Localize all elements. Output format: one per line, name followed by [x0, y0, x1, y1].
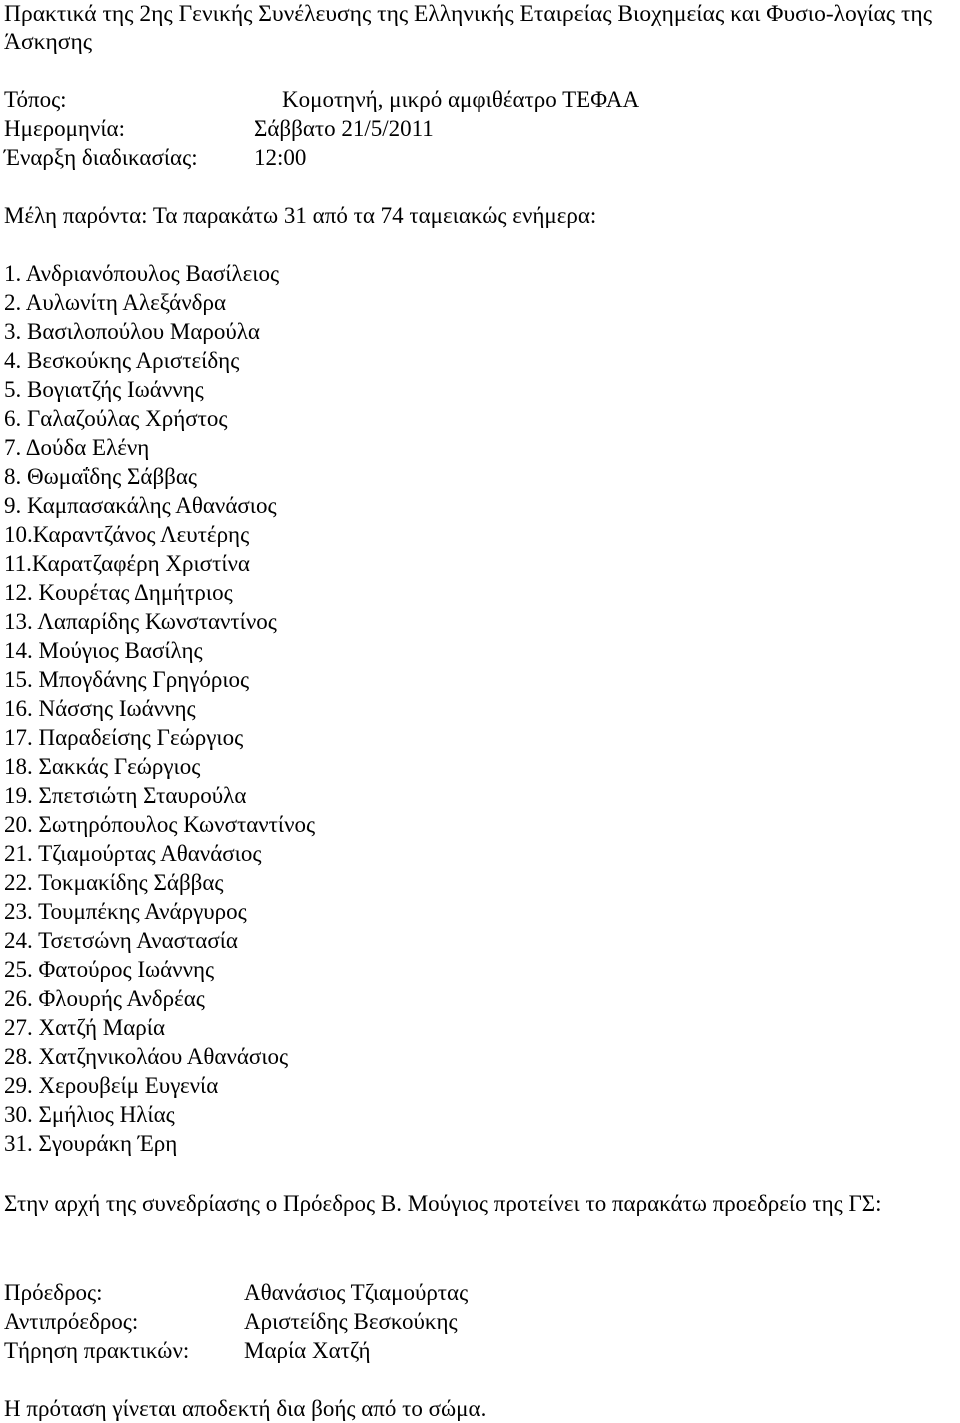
list-item: 30. Σμήλιος Ηλίας — [4, 1102, 175, 1127]
list-item: 2. Αυλωνίτη Αλεξάνδρα — [4, 290, 226, 315]
list-item: 9. Καμπασακάλης Αθανάσιος — [4, 493, 277, 518]
board-president — [4, 1278, 469, 1307]
list-item: 8. Θωμαΐδης Σάββας — [4, 464, 198, 489]
list-item: 27. Χατζή Μαρία — [4, 1015, 166, 1040]
list-item: 29. Χερουβείμ Ευγενία — [4, 1073, 219, 1098]
meta-label: Έναρξη διαδικασίας: — [4, 145, 198, 170]
list-item: 23. Τουμπέκης Ανάργυρος — [4, 899, 247, 924]
list-item: 18. Σακκάς Γεώργιος — [4, 754, 201, 779]
list-item: 10.Καραντζάνος Λευτέρης — [4, 522, 250, 547]
board-minutes-keeper — [4, 1336, 371, 1365]
board-vice-president — [4, 1307, 458, 1336]
list-item: 19. Σπετσιώτη Σταυρούλα — [4, 783, 247, 808]
board-value: Αριστείδης Βεσκούκης — [244, 1309, 458, 1334]
list-item: 6. Γαλαζούλας Χρήστος — [4, 406, 228, 431]
board-label: Πρόεδρος: — [4, 1280, 103, 1305]
list-item: 14. Μούγιος Βασίλης — [4, 638, 203, 663]
list-item: 26. Φλουρής Ανδρέας — [4, 986, 205, 1011]
board-label: Τήρηση πρακτικών: — [4, 1338, 190, 1363]
board-label: Αντιπρόεδρος: — [4, 1309, 139, 1334]
list-item: 7. Δούδα Ελένη — [4, 435, 150, 460]
board-value: Μαρία Χατζή — [244, 1338, 371, 1363]
meta-label: Ημερομηνία: — [4, 116, 125, 141]
list-item: 28. Χατζηνικολάου Αθανάσιος — [4, 1044, 289, 1069]
meta-label: Τόπος: — [4, 87, 67, 112]
list-item: 21. Τζιαμούρτας Αθανάσιος — [4, 841, 262, 866]
meta-start-time — [4, 143, 307, 172]
list-item: 13. Λαπαρίδης Κωνσταντίνος — [4, 609, 277, 634]
proposal-paragraph: Στην αρχή της συνεδρίασης ο Πρόεδρος Β. Μούγιος προτείνει το παρακάτω προεδρείο της ΓΣ: — [4, 1191, 882, 1216]
list-item: 3. Βασιλοπούλου Μαρούλα — [4, 319, 260, 344]
list-item: 22. Τοκμακίδης Σάββας — [4, 870, 224, 895]
document-title: Πρακτικά της 2ης Γενικής Συνέλευσης της Ελληνικής Εταιρείας Βιοχημείας και Φυσιο-λογίας της Άσκησης — [4, 1, 933, 55]
list-item: 20. Σωτηρόπουλος Κωνσταντίνος — [4, 812, 316, 837]
list-item: 16. Νάσσης Ιωάννης — [4, 696, 196, 721]
list-item: 24. Τσετσώνη Αναστασία — [4, 928, 238, 953]
acceptance-line: Η πρόταση γίνεται αποδεκτή δια βοής από το σώμα. — [4, 1396, 487, 1421]
members-intro: Μέλη παρόντα: Τα παρακάτω 31 από τα 74 ταμειακώς ενήμερα: — [4, 203, 597, 228]
list-item: 25. Φατούρος Ιωάννης — [4, 957, 215, 982]
list-item: 11.Καρατζαφέρη Χριστίνα — [4, 551, 250, 576]
list-item: 4. Βεσκούκης Αριστείδης — [4, 348, 240, 373]
meta-value: Κομοτηνή, μικρό αμφιθέατρο ΤΕΦΑΑ — [282, 87, 640, 112]
board-value: Αθανάσιος Τζιαμούρτας — [244, 1280, 469, 1305]
meta-place — [4, 85, 640, 114]
list-item: 1. Ανδριανόπουλος Βασίλειος — [4, 261, 280, 286]
meta-value: 12:00 — [254, 145, 307, 170]
list-item: 31. Σγουράκη Έρη — [4, 1131, 178, 1156]
list-item: 15. Μπογδάνης Γρηγόριος — [4, 667, 250, 692]
meta-value: Σάββατο 21/5/2011 — [254, 116, 434, 141]
list-item: 5. Βογιατζής Ιωάννης — [4, 377, 204, 402]
meta-date — [4, 114, 434, 143]
list-item: 12. Κουρέτας Δημήτριος — [4, 580, 233, 605]
members-list — [4, 259, 315, 1158]
list-item: 17. Παραδείσης Γεώργιος — [4, 725, 244, 750]
